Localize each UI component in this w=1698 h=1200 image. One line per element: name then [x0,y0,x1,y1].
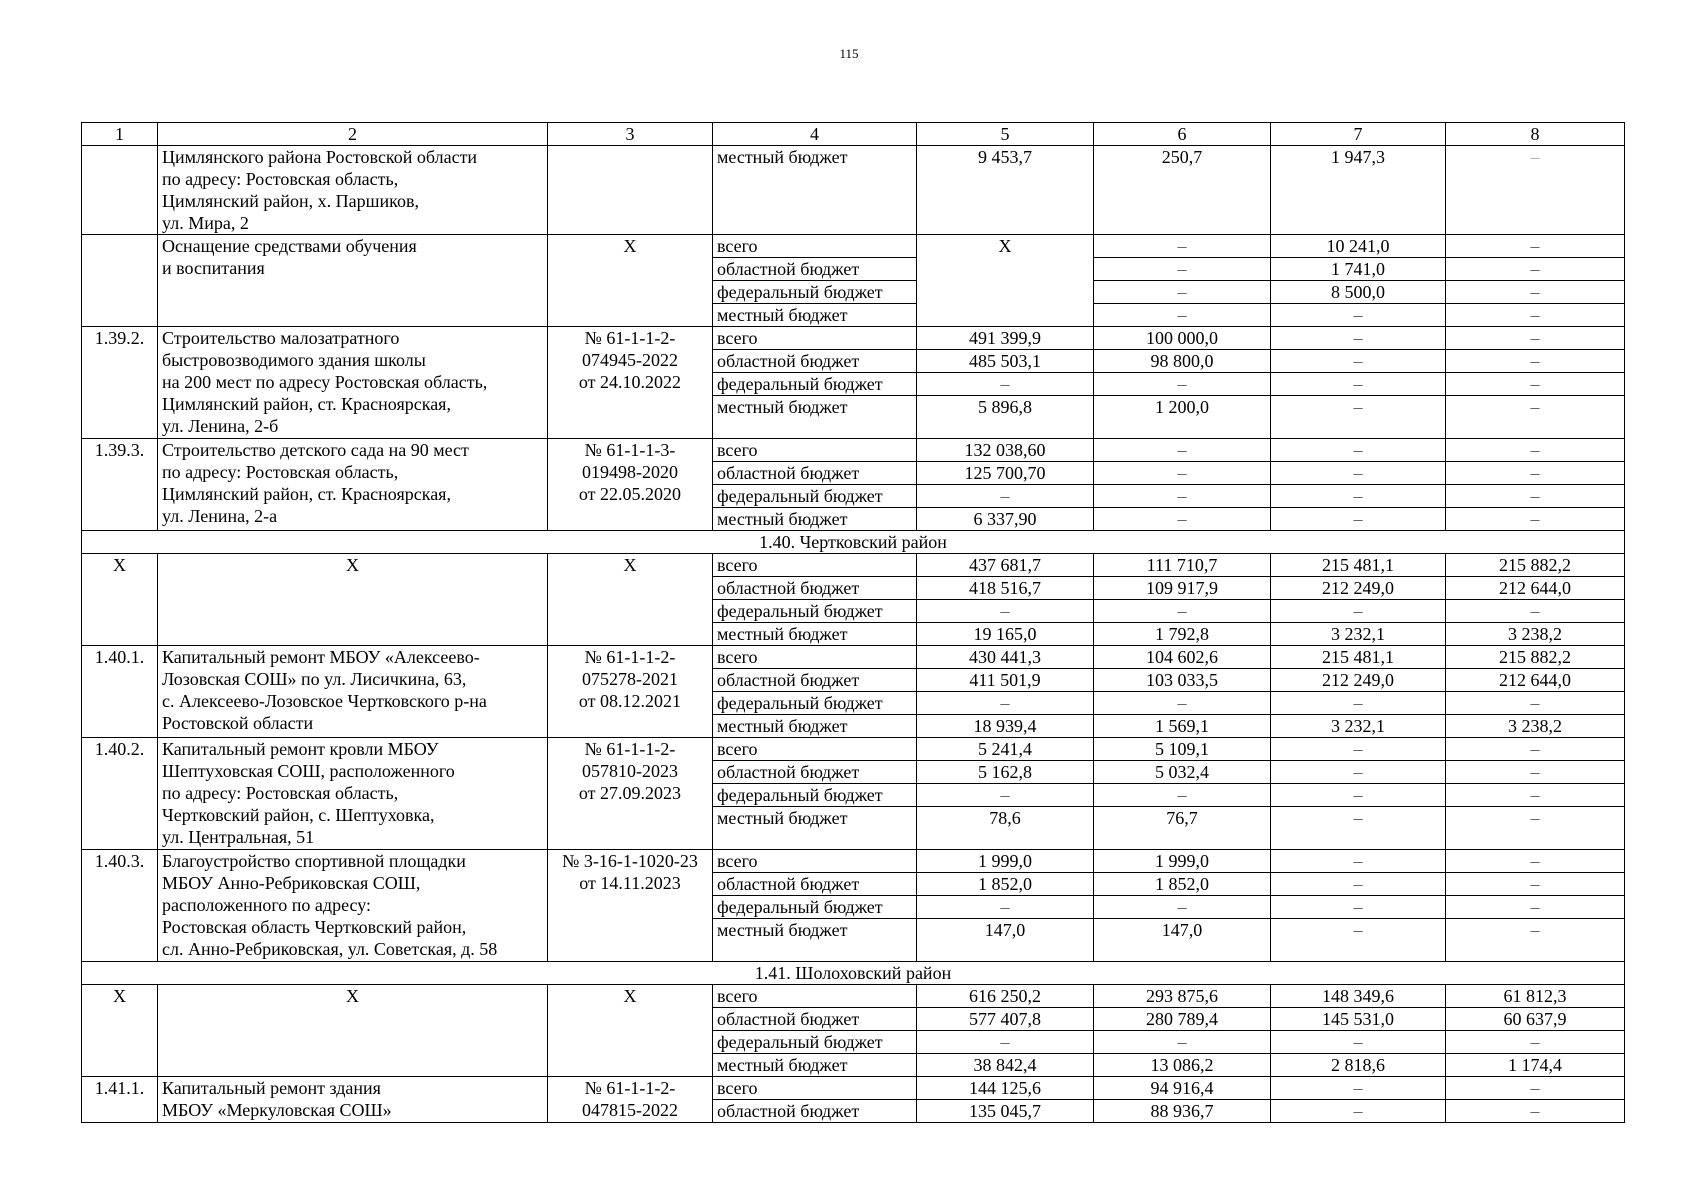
amount-cell: – [1271,692,1446,715]
item-description: Строительство детского сада на 90 мест по адресу: Ростовская область, Цимлянский район, ст. Красноярская, ул. Ленина, 2-а [158,439,548,531]
amount-cell: 1 741,0 [1271,258,1446,281]
amount-cell: – [1271,350,1446,373]
amount-cell: – [917,784,1094,807]
header-row [82,123,1625,146]
total-row [82,554,1625,577]
amount-cell: – [1446,896,1625,919]
amount-cell: – [1271,439,1446,462]
amount-cell: 485 503,1 [917,350,1094,373]
amount-cell: – [1271,1031,1446,1054]
amount-cell: 8 500,0 [1271,281,1446,304]
amount-cell: – [1446,304,1625,327]
amount-cell: 212 644,0 [1446,669,1625,692]
amount-cell: – [1446,281,1625,304]
amount-cell: 104 602,6 [1094,646,1271,669]
budget-label: всего [713,738,917,761]
amount-cell: 250,7 [1094,146,1271,235]
amount-cell: 418 516,7 [917,577,1094,600]
amount-cell: 147,0 [1094,919,1271,962]
amount-cell: – [1094,692,1271,715]
amount-cell: 3 238,2 [1446,715,1625,738]
section-row [82,962,1625,985]
column-header: 4 [713,123,917,146]
budget-label: областной бюджет [713,577,917,600]
amount-cell: 135 045,7 [917,1100,1094,1123]
amount-cell: 10 241,0 [1271,235,1446,258]
item-registration: № 61-1-1-2- 057810-2023 от 27.09.2023 [548,738,713,850]
amount-cell: – [1446,600,1625,623]
budget-label: всего [713,985,917,1008]
budget-label: федеральный бюджет [713,485,917,508]
amount-cell: 491 399,9 [917,327,1094,350]
item-description: Капитальный ремонт МБОУ «Алексеево- Лозовская СОШ» по ул. Лисичкина, 63, с. Алексеево-Лозовское Чертковского р-на Ростовской области [158,646,548,738]
total-marker: X [158,554,548,646]
amount-cell: 2 818,6 [1271,1054,1446,1077]
budget-label: областной бюджет [713,350,917,373]
amount-cell: – [917,600,1094,623]
table-row [82,850,1625,873]
amount-cell: – [1271,761,1446,784]
amount-cell: 430 441,3 [917,646,1094,669]
amount-cell: – [1446,350,1625,373]
amount-cell: 148 349,6 [1271,985,1446,1008]
amount-cell: – [917,896,1094,919]
table-row [82,646,1625,669]
amount-cell: 78,6 [917,807,1094,850]
amount-cell: 5 896,8 [917,396,1094,439]
amount-cell: – [1271,373,1446,396]
item-number: 1.40.1. [82,646,158,738]
amount-cell: 88 936,7 [1094,1100,1271,1123]
budget-label: федеральный бюджет [713,692,917,715]
amount-cell: 5 032,4 [1094,761,1271,784]
budget-label: местный бюджет [713,1054,917,1077]
amount-cell: 5 241,4 [917,738,1094,761]
amount-cell: – [1446,1031,1625,1054]
amount-cell: – [1446,692,1625,715]
budget-label: местный бюджет [713,919,917,962]
budget-label: федеральный бюджет [713,373,917,396]
amount-cell: – [917,485,1094,508]
amount-cell: 3 238,2 [1446,623,1625,646]
amount-cell: 1 569,1 [1094,715,1271,738]
amount-cell: – [1446,327,1625,350]
amount-cell: 6 337,90 [917,508,1094,531]
item-description: Капитальный ремонт кровли МБОУ Шептуховская СОШ, расположенного по адресу: Ростовская область, Чертковский район, с. Шептуховка, ул. Центральная, 51 [158,738,548,850]
amount-cell: – [1446,485,1625,508]
budget-label: федеральный бюджет [713,281,917,304]
amount-cell: – [1271,485,1446,508]
item-description: Строительство малозатратного быстровозводимого здания школы на 200 мест по адресу Ростовская область, Цимлянский район, ст. Красноярская, ул. Ленина, 2-б [158,327,548,439]
amount-cell: – [1094,258,1271,281]
amount-cell: 212 249,0 [1271,669,1446,692]
table-row [82,235,1625,258]
amount-cell: 215 882,2 [1446,554,1625,577]
amount-cell: – [1094,281,1271,304]
column-header: 6 [1094,123,1271,146]
budget-label: всего [713,327,917,350]
table-row [82,1077,1625,1100]
budget-label: местный бюджет [713,623,917,646]
item-number [82,146,158,235]
amount-cell: – [1446,761,1625,784]
budget-label: федеральный бюджет [713,896,917,919]
amount-cell: – [1271,896,1446,919]
budget-label: федеральный бюджет [713,600,917,623]
table-body [82,123,1625,1123]
amount-cell: X [917,235,1094,327]
amount-cell: 132 038,60 [917,439,1094,462]
item-registration: № 61-1-1-2- 047815-2022 [548,1077,713,1123]
amount-cell: – [1446,508,1625,531]
amount-cell: – [1446,784,1625,807]
budget-label: федеральный бюджет [713,784,917,807]
table-row [82,146,1625,235]
table-row [82,327,1625,350]
item-registration: № 61-1-1-3- 019498-2020 от 22.05.2020 [548,439,713,531]
amount-cell: 38 842,4 [917,1054,1094,1077]
budget-label: областной бюджет [713,1008,917,1031]
amount-cell: 1 174,4 [1446,1054,1625,1077]
amount-cell: – [1094,373,1271,396]
amount-cell: 5 162,8 [917,761,1094,784]
total-marker: X [548,554,713,646]
amount-cell: – [1271,304,1446,327]
budget-label: всего [713,235,917,258]
amount-cell: – [1094,1031,1271,1054]
amount-cell: 616 250,2 [917,985,1094,1008]
amount-cell: 145 531,0 [1271,1008,1446,1031]
total-marker: X [82,554,158,646]
amount-cell: – [1094,304,1271,327]
amount-cell: – [1271,873,1446,896]
amount-cell: 215 882,2 [1446,646,1625,669]
section-title: 1.40. Чертковский район [82,531,1625,554]
budget-label: местный бюджет [713,304,917,327]
item-number: 1.39.3. [82,439,158,531]
column-header: 8 [1446,123,1625,146]
item-number: 1.40.2. [82,738,158,850]
amount-cell: 215 481,1 [1271,646,1446,669]
budget-label: областной бюджет [713,761,917,784]
amount-cell: – [1094,462,1271,485]
item-registration: X [548,235,713,327]
amount-cell: – [1271,784,1446,807]
amount-cell: – [1094,896,1271,919]
budget-label: местный бюджет [713,715,917,738]
item-registration [548,146,713,235]
amount-cell: – [1271,327,1446,350]
amount-cell: 18 939,4 [917,715,1094,738]
amount-cell: – [917,373,1094,396]
budget-label: местный бюджет [713,396,917,439]
amount-cell: – [1446,1077,1625,1100]
budget-label: всего [713,646,917,669]
amount-cell: 293 875,6 [1094,985,1271,1008]
total-marker: X [548,985,713,1077]
amount-cell: 1 200,0 [1094,396,1271,439]
amount-cell: 1 947,3 [1271,146,1446,235]
amount-cell: – [1446,439,1625,462]
amount-cell: – [1094,784,1271,807]
section-title: 1.41. Шолоховский район [82,962,1625,985]
amount-cell: 280 789,4 [1094,1008,1271,1031]
amount-cell: 125 700,70 [917,462,1094,485]
amount-cell: – [1271,919,1446,962]
amount-cell: – [1271,1077,1446,1100]
budget-label: всего [713,439,917,462]
amount-cell: 100 000,0 [1094,327,1271,350]
budget-label: всего [713,1077,917,1100]
page-number: 115 [839,46,859,61]
amount-cell: – [1094,235,1271,258]
item-number: 1.39.2. [82,327,158,439]
budget-label: областной бюджет [713,258,917,281]
amount-cell: 9 453,7 [917,146,1094,235]
item-registration: № 61-1-1-2- 074945-2022 от 24.10.2022 [548,327,713,439]
item-description: Капитальный ремонт здания МБОУ «Меркуловская СОШ» [158,1077,548,1123]
amount-cell: – [1271,508,1446,531]
amount-cell: – [917,1031,1094,1054]
column-header: 2 [158,123,548,146]
column-header: 5 [917,123,1094,146]
amount-cell: 144 125,6 [917,1077,1094,1100]
amount-cell: 1 999,0 [1094,850,1271,873]
budget-label: местный бюджет [713,508,917,531]
amount-cell: – [1271,1100,1446,1123]
amount-cell: – [1446,462,1625,485]
amount-cell: – [1094,600,1271,623]
item-number: 1.40.3. [82,850,158,962]
amount-cell: – [1271,738,1446,761]
item-description: Благоустройство спортивной площадки МБОУ Анно-Ребриковская СОШ, расположенного по адресу: Ростовская область Чертковский район, сл. Анно-Ребриковская, ул. Советская, д. 58 [158,850,548,962]
budget-label: областной бюджет [713,669,917,692]
amount-cell: 13 086,2 [1094,1054,1271,1077]
budget-label: областной бюджет [713,462,917,485]
amount-cell: – [1446,1100,1625,1123]
amount-cell: – [1094,508,1271,531]
amount-cell: – [1271,462,1446,485]
table-row [82,439,1625,462]
amount-cell: – [1094,439,1271,462]
amount-cell: 103 033,5 [1094,669,1271,692]
amount-cell: – [1271,807,1446,850]
item-description: Цимлянского района Ростовской области по адресу: Ростовская область, Цимлянский район, х. Паршиков, ул. Мира, 2 [158,146,548,235]
amount-cell: – [1446,258,1625,281]
total-row [82,985,1625,1008]
amount-cell: – [1271,600,1446,623]
table-row [82,738,1625,761]
amount-cell: 94 916,4 [1094,1077,1271,1100]
amount-cell: 19 165,0 [917,623,1094,646]
budget-label: всего [713,554,917,577]
amount-cell: – [1094,485,1271,508]
amount-cell: – [1446,235,1625,258]
amount-cell: – [1446,873,1625,896]
amount-cell: 98 800,0 [1094,350,1271,373]
amount-cell: 1 852,0 [1094,873,1271,896]
amount-cell: – [1446,807,1625,850]
column-header: 7 [1271,123,1446,146]
amount-cell: 147,0 [917,919,1094,962]
amount-cell: 60 637,9 [1446,1008,1625,1031]
budget-label: всего [713,850,917,873]
amount-cell: 1 792,8 [1094,623,1271,646]
budget-label: местный бюджет [713,146,917,235]
amount-cell: 212 644,0 [1446,577,1625,600]
column-header: 1 [82,123,158,146]
item-number: 1.41.1. [82,1077,158,1123]
column-header: 3 [548,123,713,146]
item-registration: № 3-16-1-1020-23 от 14.11.2023 [548,850,713,962]
budget-label: областной бюджет [713,1100,917,1123]
amount-cell: – [1446,396,1625,439]
budget-label: местный бюджет [713,807,917,850]
budget-label: областной бюджет [713,873,917,896]
amount-cell: 1 852,0 [917,873,1094,896]
amount-cell: 109 917,9 [1094,577,1271,600]
total-marker: X [158,985,548,1077]
amount-cell: – [1446,146,1625,235]
item-number [82,235,158,327]
amount-cell: 5 109,1 [1094,738,1271,761]
item-description: Оснащение средствами обучения и воспитания [158,235,548,327]
amount-cell: – [1446,850,1625,873]
amount-cell: 61 812,3 [1446,985,1625,1008]
amount-cell: 1 999,0 [917,850,1094,873]
amount-cell: – [1446,373,1625,396]
amount-cell: 215 481,1 [1271,554,1446,577]
amount-cell: – [1271,396,1446,439]
amount-cell: – [1446,919,1625,962]
total-marker: X [82,985,158,1077]
amount-cell: 76,7 [1094,807,1271,850]
amount-cell: – [917,692,1094,715]
amount-cell: 411 501,9 [917,669,1094,692]
budget-label: федеральный бюджет [713,1031,917,1054]
section-row [82,531,1625,554]
amount-cell: 3 232,1 [1271,715,1446,738]
amount-cell: 3 232,1 [1271,623,1446,646]
amount-cell: 437 681,7 [917,554,1094,577]
item-registration: № 61-1-1-2- 075278-2021 от 08.12.2021 [548,646,713,738]
amount-cell: – [1271,850,1446,873]
budget-table [81,122,1625,1123]
amount-cell: – [1446,738,1625,761]
amount-cell: 577 407,8 [917,1008,1094,1031]
amount-cell: 111 710,7 [1094,554,1271,577]
amount-cell: 212 249,0 [1271,577,1446,600]
